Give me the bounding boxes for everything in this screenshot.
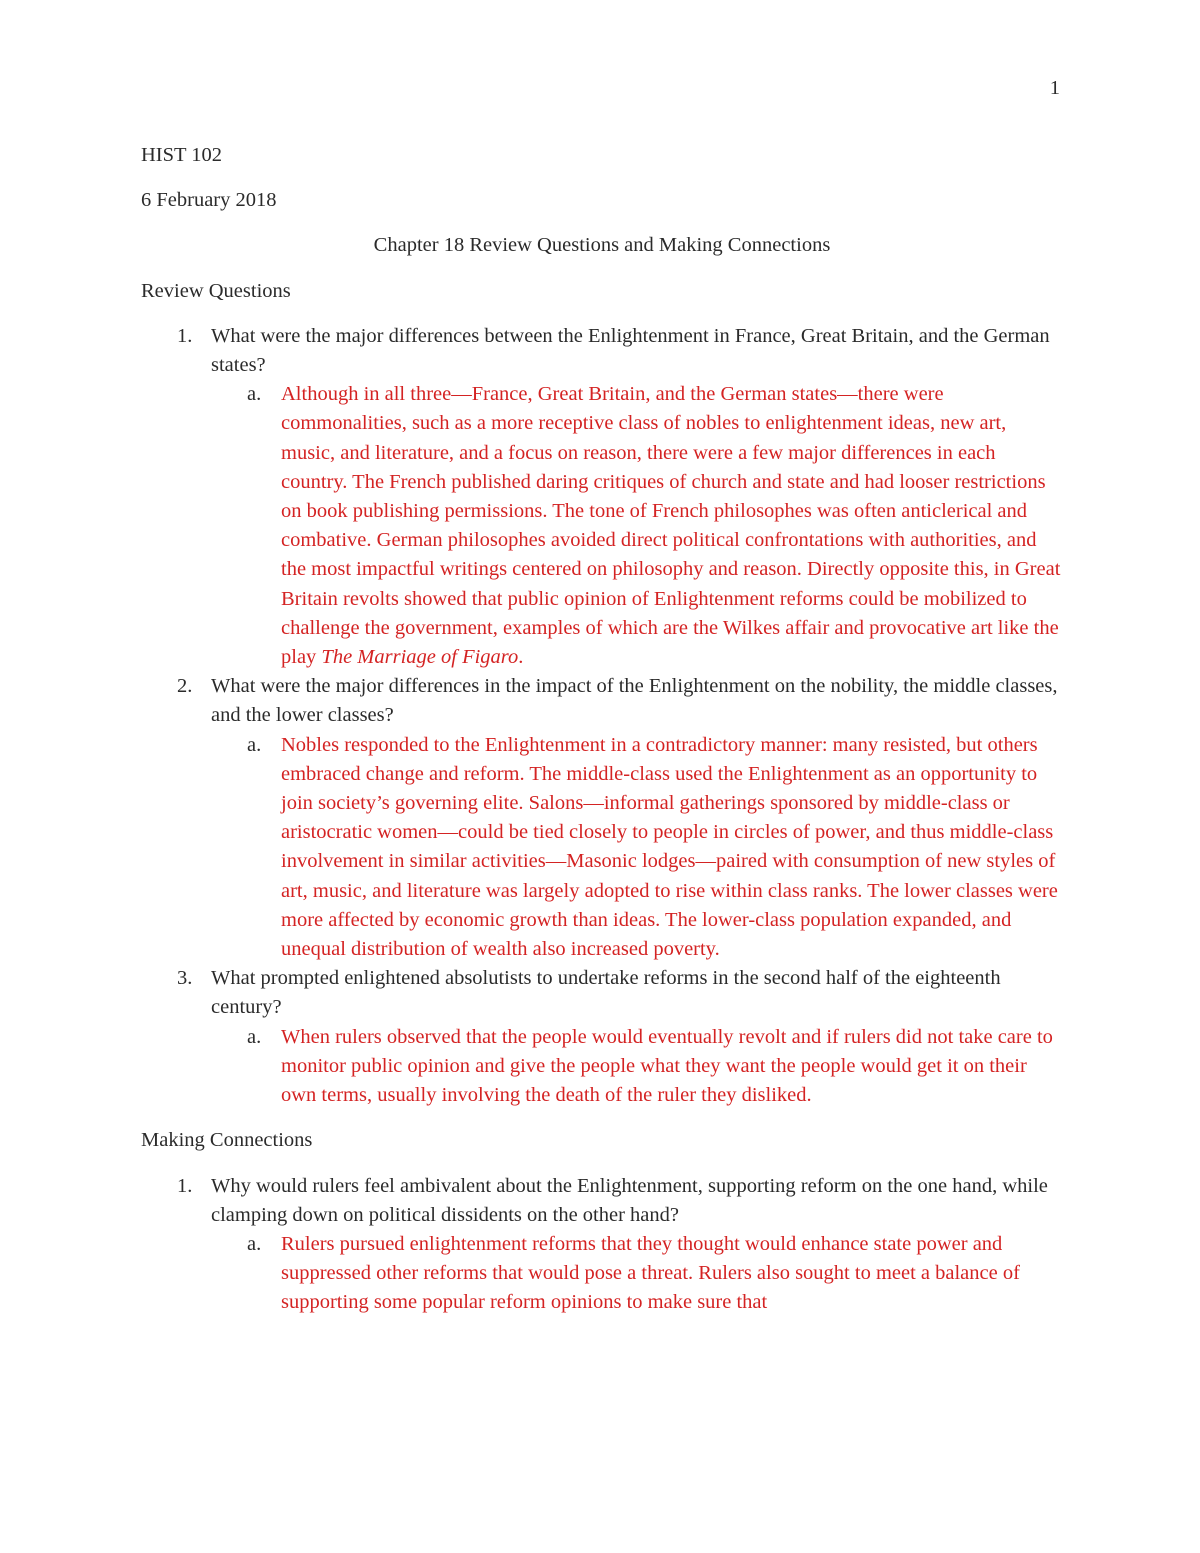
document-body: [141, 141, 1063, 1318]
question-number: 1.: [177, 324, 193, 347]
question-number: 2.: [177, 675, 193, 698]
answer-letter: a.: [247, 383, 262, 406]
answer-letter: a.: [247, 733, 262, 756]
review-question-3: [141, 964, 1063, 1022]
question-text: What prompted enlightened absolutists to undertake reforms in the second half of the eighteenth century?: [211, 967, 1001, 1019]
making-connections-heading: Making Connections: [141, 1129, 313, 1152]
question-number: 3.: [177, 967, 193, 990]
review-question-2: [141, 672, 1063, 730]
answer-letter: a.: [247, 1232, 262, 1255]
document-title: Chapter 18 Review Questions and Making Connections: [373, 234, 831, 257]
review-answer-2: [141, 731, 1063, 965]
page-number: 1: [1049, 77, 1060, 99]
play-title: The Marriage of Figaro: [321, 646, 519, 669]
question-text: What were the major differences between the Enlightenment in France, Great Britain, and the German states?: [211, 324, 1050, 377]
question-number: 1.: [177, 1174, 193, 1197]
review-answer-3: [141, 1023, 1063, 1111]
connections-question-1: [141, 1172, 1063, 1230]
answer-text-main: Although in all three—France, Great Britain, and the German states—there were commonalities, such as a more receptive class of nobles to enlightenment ideas, new art, music, and literature, and a focus on reason, there were a few major differences in each country. The French published daring critiques of church and state and had looser restrictions on book publishing permissions. The tone of French philosophes was often anticlerical and combative. German philosophes avoided direct political confrontations with authorities, and the most impactful writings centered on philosophy and reason. Directly opposite this, in Great Britain revolts showed that public opinion of Enlightenment reforms could be mobilized to challenge the government, examples of which are the Wilkes affair and provocative art like the play: [281, 383, 1061, 669]
question-text: Why would rulers feel ambivalent about the Enlightenment, supporting reform on the one hand, while clamping down on political dissidents on the other hand?: [211, 1174, 1048, 1226]
connections-answer-1: [141, 1230, 1063, 1318]
answer-text-end: .: [518, 646, 524, 669]
review-answer-1: [141, 380, 1063, 672]
question-text: What were the major differences in the impact of the Enlightenment on the nobility, the middle classes, and the lower classes?: [211, 675, 1058, 727]
date-line: 6 February 2018: [141, 189, 277, 212]
answer-text: Rulers pursued enlightenment reforms that they thought would enhance state power and suppressed other reforms that would pose a threat. Rulers also sought to meet a balance of supporting some popular reform opinions to make sure that: [281, 1232, 1020, 1314]
review-question-1: [141, 322, 1063, 380]
answer-text: [281, 380, 1063, 672]
review-questions-heading: Review Questions: [141, 279, 291, 302]
answer-text: Nobles responded to the Enlightenment in a contradictory manner: many resisted, but others embraced change and reform. The middle-class used the Enlightenment as an opportunity to join society’s governing elite. Salons—informal gatherings sponsored by middle-class or aristocratic women—could be tied closely to people in circles of power, and thus middle-class involvement in similar activities—Masonic lodges—paired with consumption of new styles of art, music, and literature was largely adopted to rise within class ranks. The lower classes were more affected by economic growth than ideas. The lower-class population expanded, and unequal distribution of wealth also increased poverty.: [281, 733, 1058, 961]
section-spacer: [141, 1110, 1063, 1126]
answer-letter: a.: [247, 1025, 262, 1048]
course-line: HIST 102: [141, 144, 223, 166]
answer-text: When rulers observed that the people would eventually revolt and if rulers did not take care to monitor public opinion and give the people what they want the people would get it on their own terms, usually involving the death of the ruler they disliked.: [281, 1025, 1053, 1107]
